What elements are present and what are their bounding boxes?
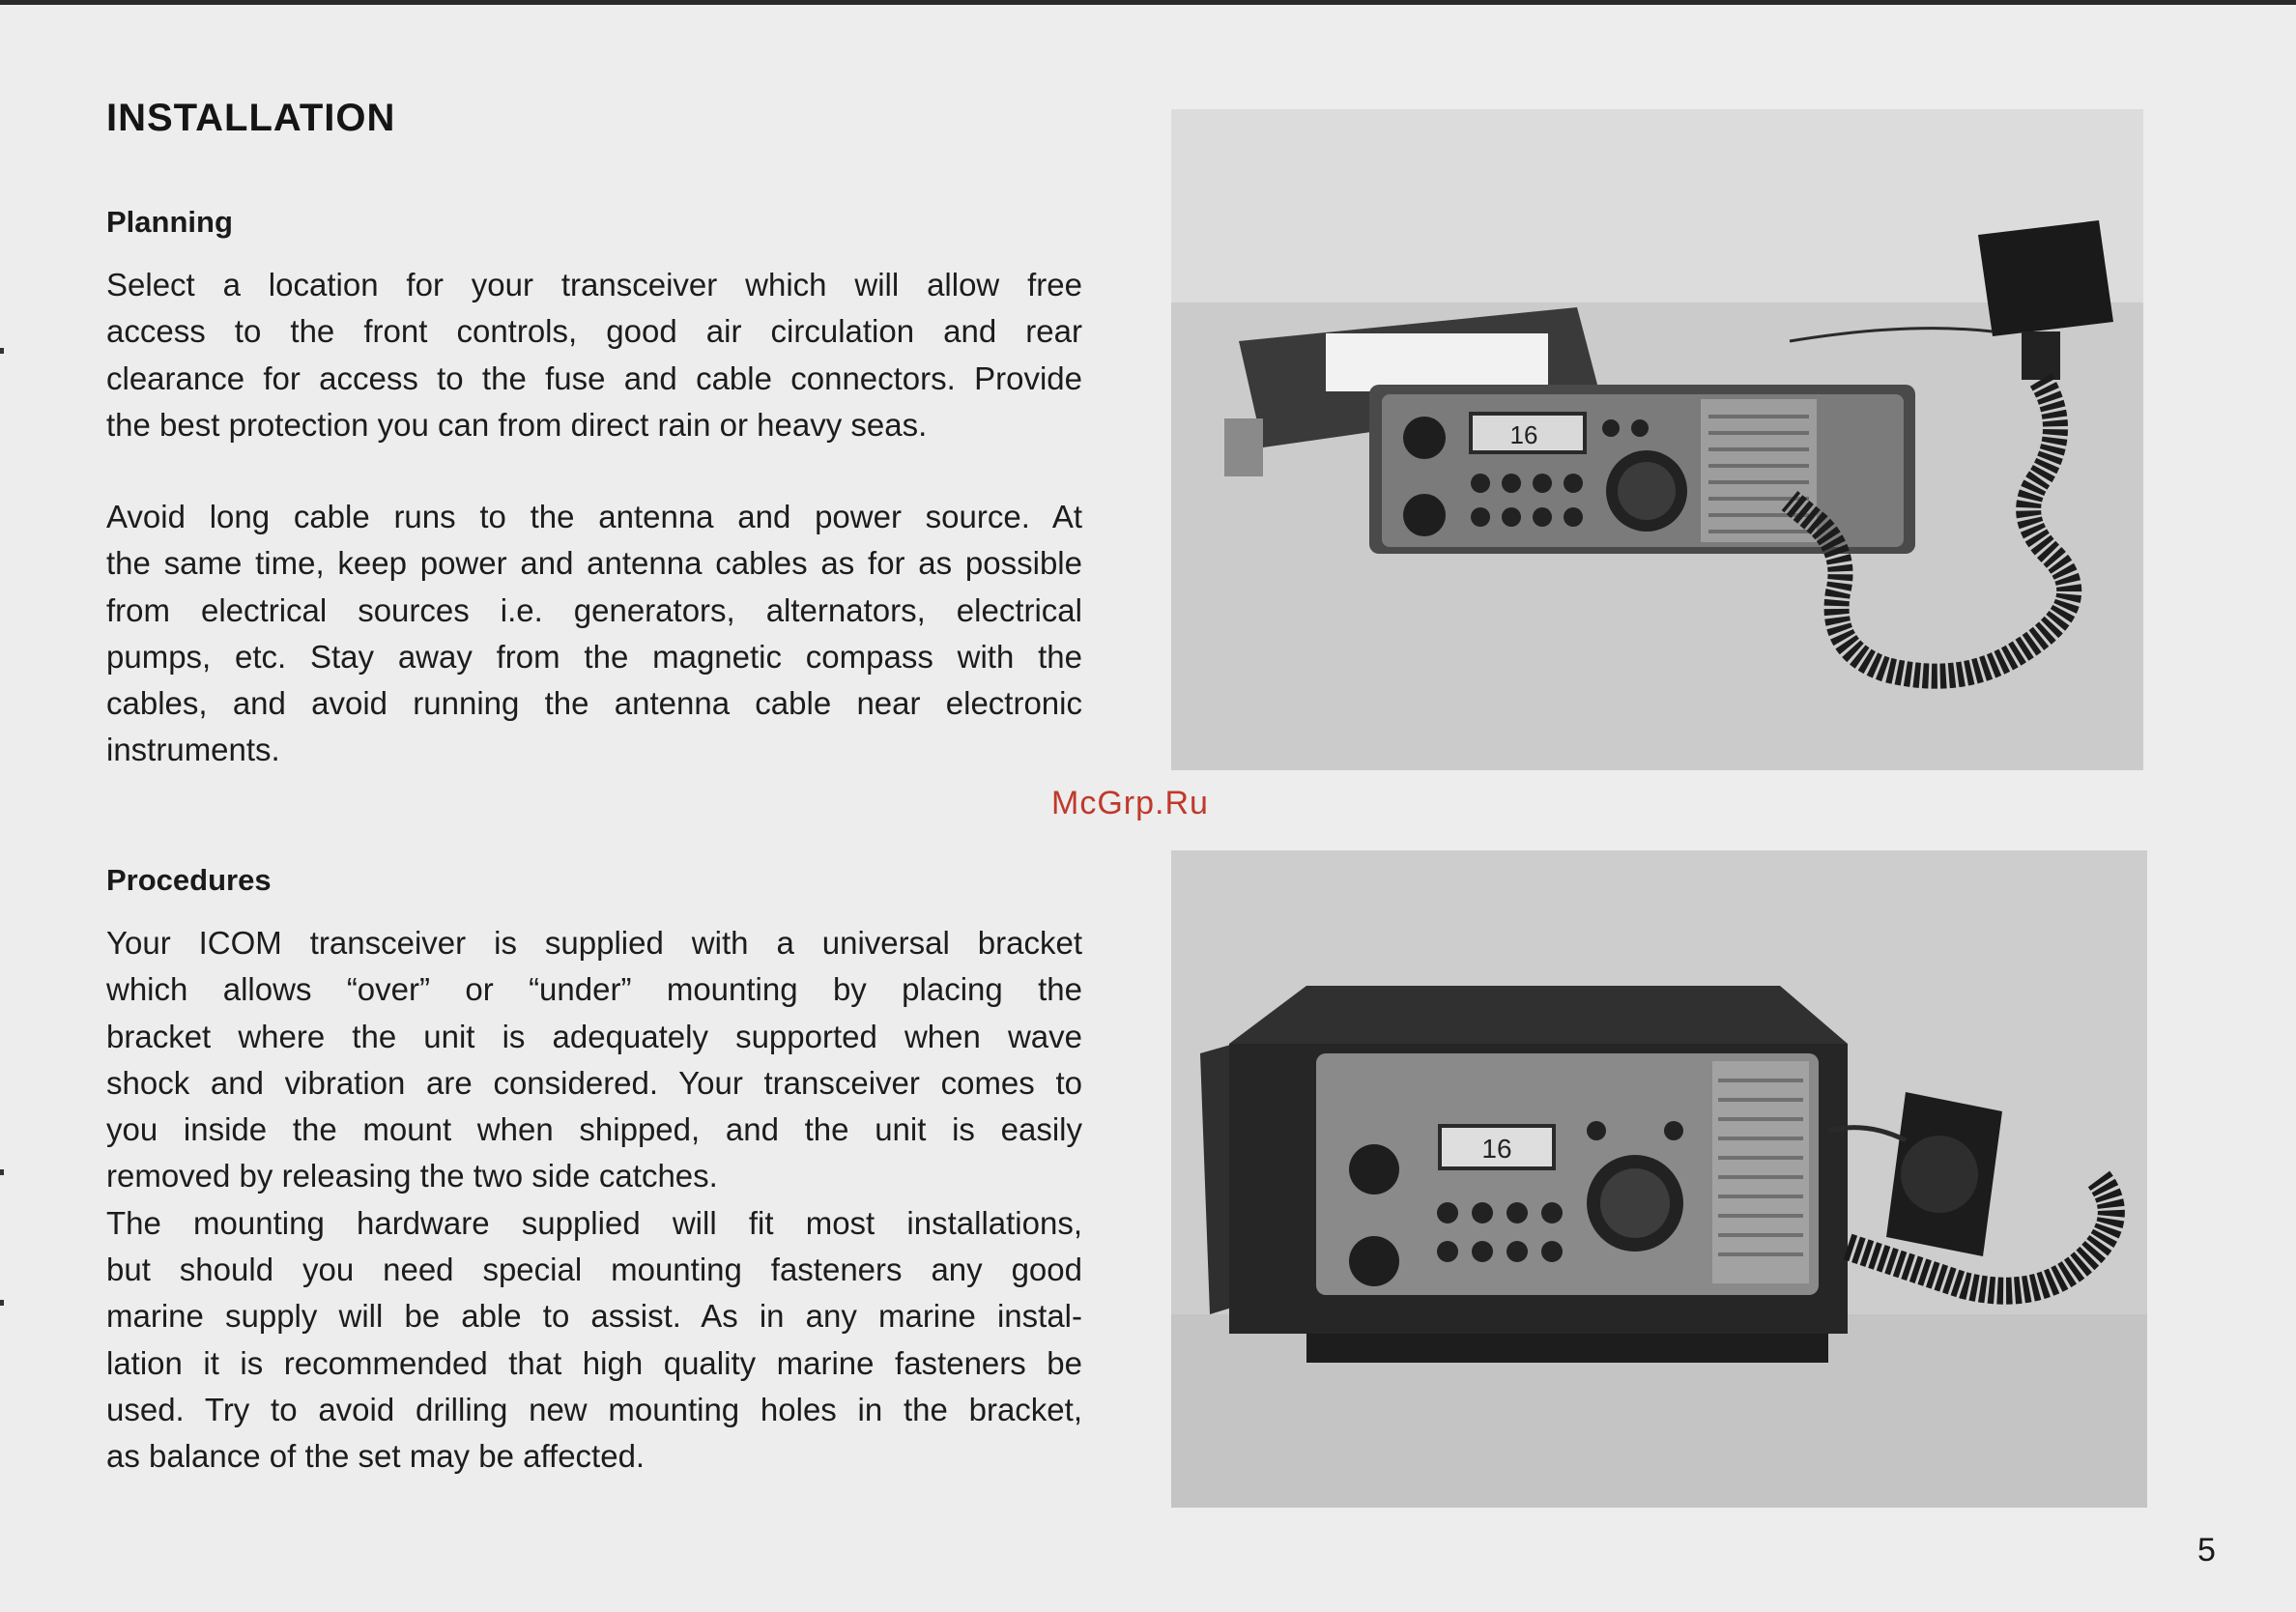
procedures-paragraph: [106, 920, 1082, 1481]
text-line: you inside the mount when shipped, and the unit is easily: [106, 1111, 1082, 1148]
text-line: the best protection you can from direct rain or heavy seas.: [106, 406, 928, 443]
photo-transceiver-under-mount: [1171, 109, 2143, 770]
text-line: the same time, keep power and antenna cables as for as possible: [106, 545, 1082, 582]
transceiver-in-bracket-illustration: [1171, 850, 2147, 1508]
bottom-photo-channel-readout: 16: [1481, 1134, 1512, 1164]
text-line: removed by releasing the two side catches.: [106, 1158, 718, 1195]
page-number: 5: [2197, 1532, 2216, 1569]
text-line: Avoid long cable runs to the antenna and power source. At: [106, 499, 1082, 534]
text-line: shock and vibration are considered. Your transceiver comes to: [106, 1064, 1082, 1101]
page-title: INSTALLATION: [106, 97, 396, 139]
text-line: clearance for access to the fuse and cable connectors. Provide: [106, 360, 1082, 396]
text-line: lation it is recommended that high quality marine fasteners be: [106, 1344, 1082, 1381]
text-line: cables, and avoid running the antenna cable near electronic: [106, 685, 1082, 722]
planning-paragraph-1: [106, 262, 1082, 448]
text-line: but should you need special mounting fasteners any good: [106, 1252, 1082, 1288]
scan-edge-mark: [0, 1169, 4, 1175]
text-line: Your ICOM transceiver is supplied with a universal bracket: [106, 925, 1082, 961]
planning-heading: Planning: [106, 205, 233, 239]
text-line: bracket where the unit is adequately supported when wave: [106, 1018, 1082, 1054]
text-line: from electrical sources i.e. generators, alternators, electrical: [106, 591, 1082, 628]
text-line: as balance of the set may be affected.: [106, 1438, 646, 1475]
watermark: McGrp.Ru: [1051, 785, 1209, 821]
text-line: The mounting hardware supplied will fit most installations,: [106, 1204, 1082, 1241]
planning-paragraph-2: [106, 494, 1082, 774]
text-line: instruments.: [106, 732, 280, 768]
text-line: marine supply will be able to assist. As in any marine instal-: [106, 1298, 1082, 1335]
text-line: pumps, etc. Stay away from the magnetic compass with the: [106, 638, 1082, 675]
procedures-heading: Procedures: [106, 863, 272, 897]
text-line: Select a location for your transceiver which will allow free: [106, 267, 1082, 302]
top-border-rule: [0, 0, 2296, 5]
scan-edge-mark: [0, 348, 4, 354]
text-line: used. Try to avoid drilling new mounting holes in the bracket,: [106, 1391, 1082, 1427]
text-line: which allows “over” or “under” mounting by placing the: [106, 971, 1082, 1008]
scan-edge-mark: [0, 1300, 4, 1306]
top-photo-channel-readout: 16: [1509, 420, 1538, 449]
transceiver-under-mount-illustration: [1171, 109, 2143, 770]
photo-transceiver-in-bracket: [1171, 850, 2147, 1508]
text-line: access to the front controls, good air circulation and rear: [106, 313, 1082, 350]
